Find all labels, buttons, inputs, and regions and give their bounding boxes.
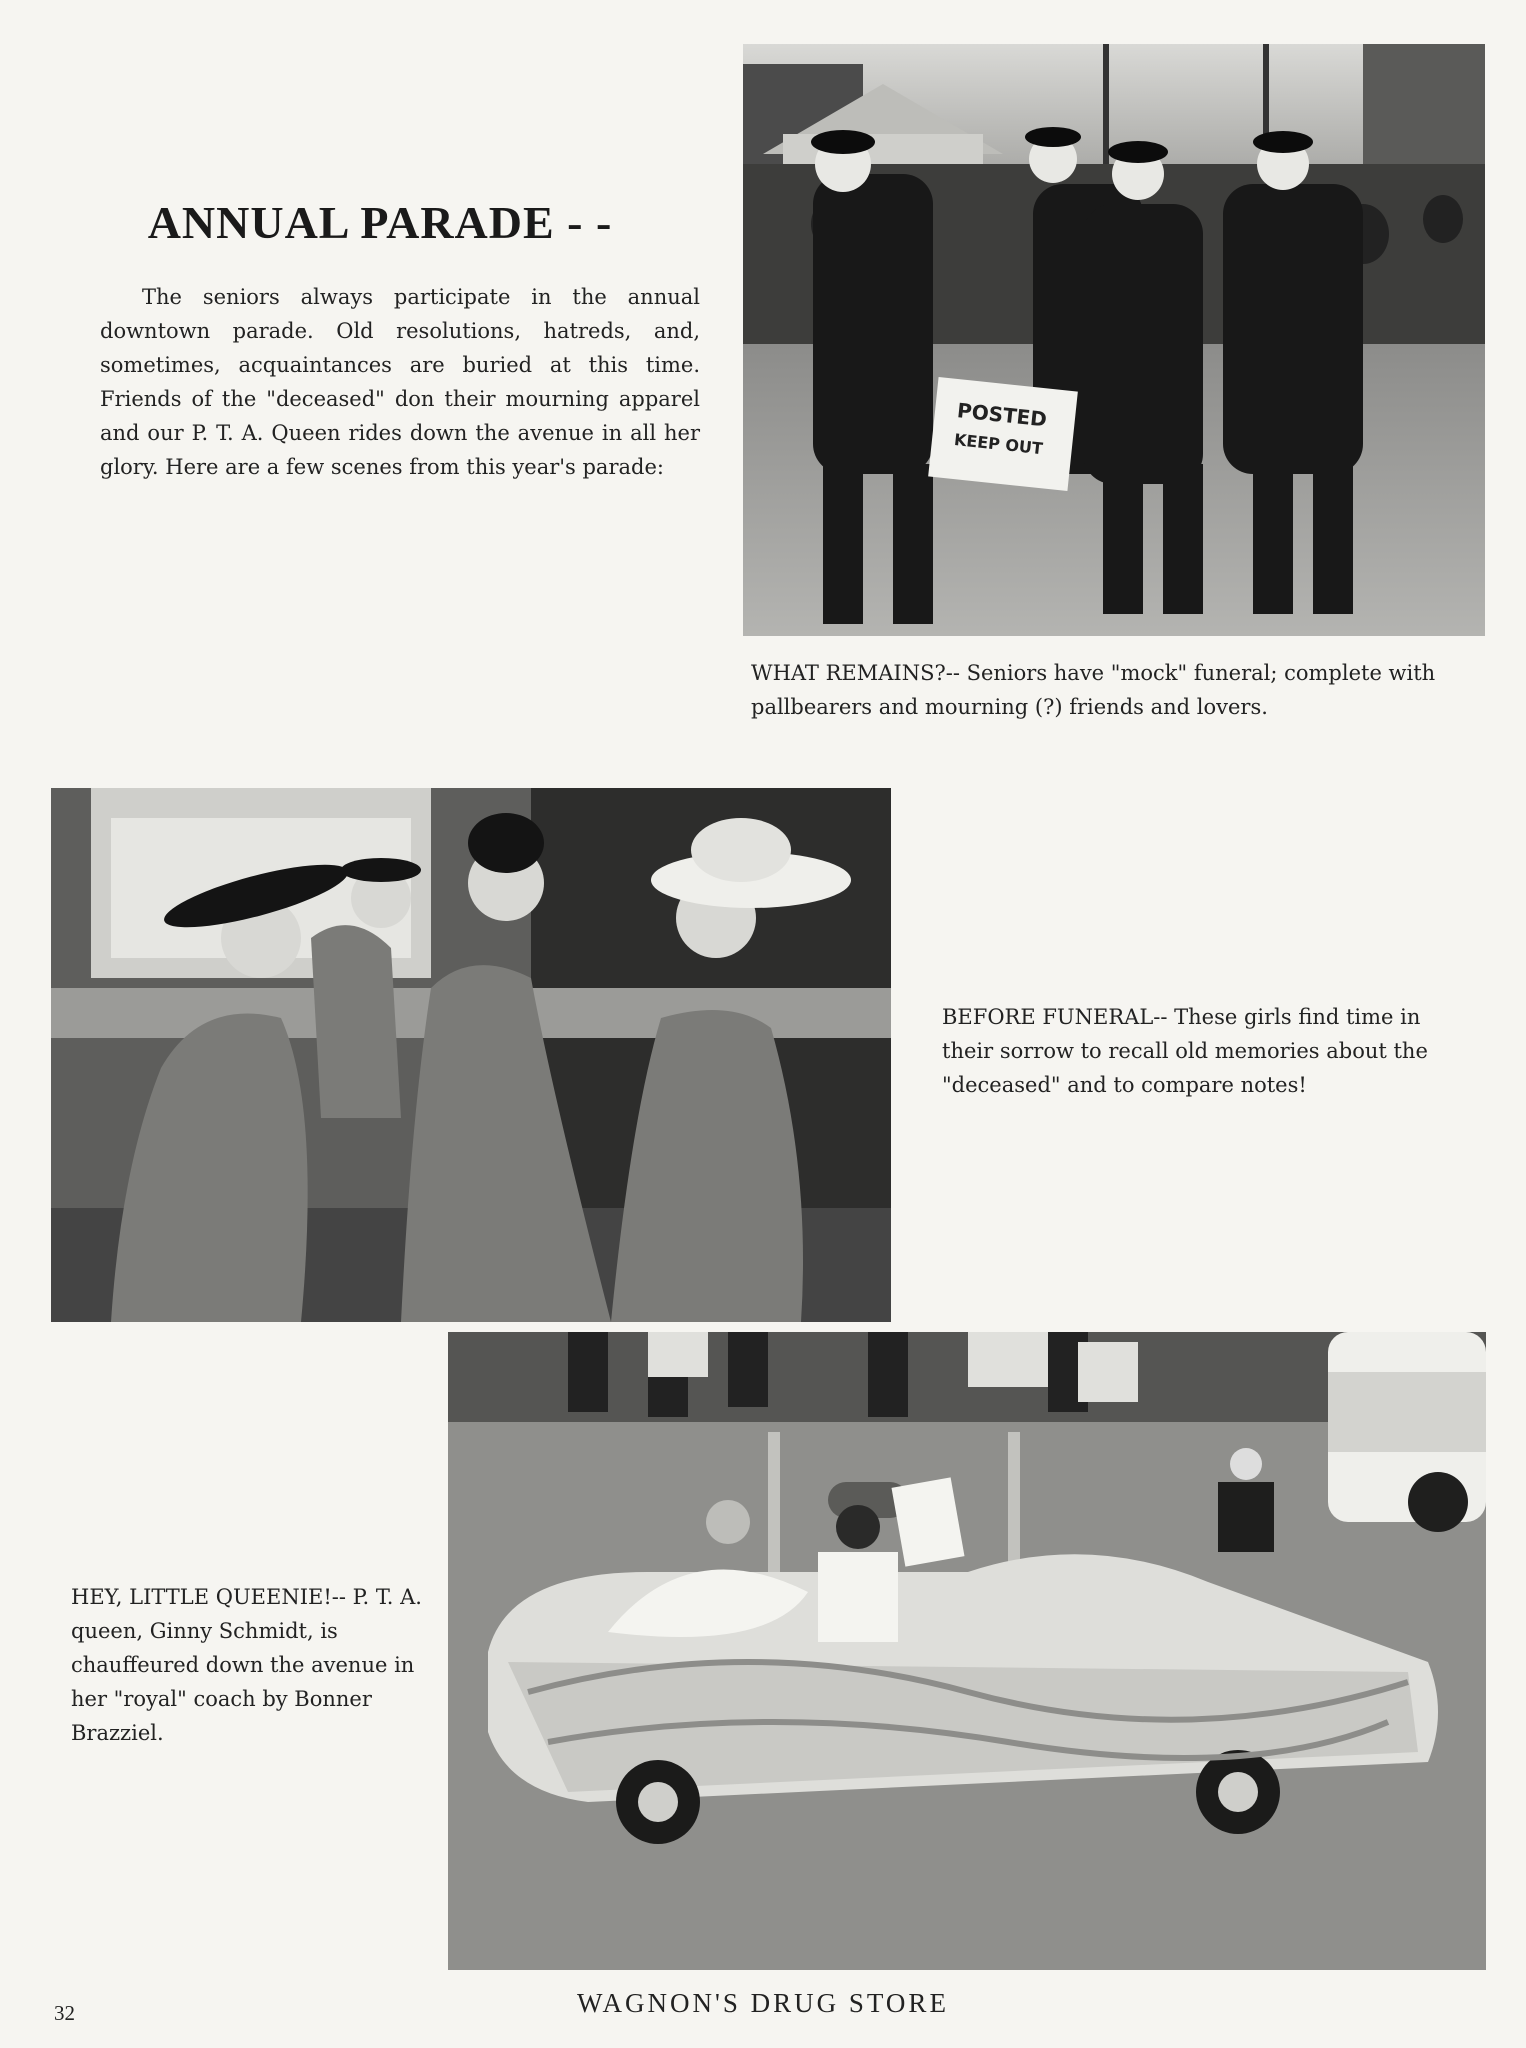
sign-text-keep-out: KEEP OUT [953, 429, 1044, 459]
sign-text-posted: POSTED [955, 398, 1048, 432]
photo-mock-funeral [743, 44, 1485, 636]
intro-paragraph: The seniors always participate in the annual downtown parade. Old resolutions, hatreds, and, sometimes, acquaintances are buried at this time. Friends of the "deceased" don their mourning apparel and our P. T. A. Queen rides down the avenue in all her glory. Here are a few scenes from this year's parade: [100, 285, 700, 479]
photo-queen-car [448, 1332, 1486, 1970]
caption-queen-car: HEY, LITTLE QUEENIE!-- P. T. A. queen, Ginny Schmidt, is chauffeured down the avenue in her "royal" coach by Bonner Brazziel. [71, 1585, 422, 1745]
page-title: ANNUAL PARADE - - [147, 197, 613, 248]
footer-sponsor: WAGNON'S DRUG STORE [577, 1988, 949, 2018]
caption-mock-funeral: WHAT REMAINS?-- Seniors have "mock" funeral; complete with pallbearers and mourning (?) friends and lovers. [751, 661, 1436, 719]
photo-before-funeral [51, 788, 891, 1322]
page-number: 32 [54, 2001, 75, 2025]
caption-before-funeral: BEFORE FUNERAL-- These girls find time in their sorrow to recall old memories about the "deceased" and to compare notes! [942, 1005, 1428, 1097]
